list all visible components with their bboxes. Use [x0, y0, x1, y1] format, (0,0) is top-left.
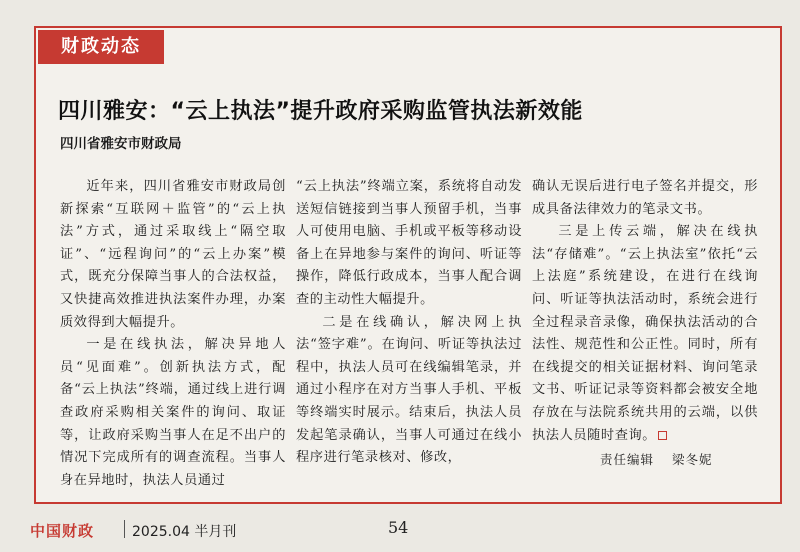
editor-label: 责任编辑: [600, 452, 655, 467]
paragraph: 近年来，四川省雅安市财政局创新探索“互联网＋监管”的“云上执法”方式，通过采取线上“隔空取证”、“远程询问”的“云上办案”模式，既充分保障当事人的合法权益，又快捷高效推进执法案件办理，办案质效得到大幅提升。: [60, 179, 286, 330]
paragraph-text: 三是上传云端，解决在线执法“存储难”。“云上执法室”依托“云上法庭”系统建设，在进行在线询问、听证等执法活动时，系统会进行全过程录音录像，确保执法活动的合法性、规范性和公正性。同时，所有在线提交的相关证据材料、询问笔录文书、听证记录等资料都会被安全地存放在与法院系统共用的云端，以供执法人员随时查询。: [532, 224, 758, 443]
magazine-brand: 中国财政: [30, 522, 95, 540]
paragraph: 确认无误后进行电子签名并提交，形成具备法律效力的笔录文书。: [532, 179, 758, 217]
page-number: 54: [388, 518, 409, 537]
article-headline: 四川雅安：“云上执法”提升政府采购监管执法新效能: [58, 99, 583, 124]
issue-info: 2025.04 半月刊: [132, 524, 237, 540]
footer-divider: [124, 520, 125, 538]
section-tag: 财政动态: [38, 30, 164, 64]
editor-credit: [600, 450, 731, 468]
paragraph: 二是在线确认，解决网上执法“签字难”。在询问、听证等执法过程中，执法人员可在线编辑笔录，并通过小程序在对方当事人手机、平板等终端实时展示。结束后，执法人员发起笔录确认，当事人可通过在线小程序进行笔录核对、修改，: [296, 314, 522, 466]
editor-name: 梁冬妮: [672, 452, 713, 467]
end-mark-icon: [658, 431, 667, 440]
bleed-through-area: [300, 32, 770, 92]
article-byline: 四川省雅安市财政局: [60, 136, 182, 152]
text-column-1: [60, 176, 286, 492]
paragraph: 一是在线执法，解决异地人员“见面难”。创新执法方式，配备“云上执法”终端，通过线上进行调查政府采购相关案件的询问、取证等，让政府采购当事人在足不出户的情况下完成所有的调查流程。当事人身在异地时，执法人员通过: [60, 337, 286, 488]
paragraph-last: [532, 221, 758, 447]
text-column-2: [296, 176, 522, 470]
text-column-3: [532, 176, 758, 447]
paragraph: “云上执法”终端立案，系统将自动发送短信链接到当事人预留手机，当事人可使用电脑、手机或平板等移动设备上在异地参与案件的询问、听证等操作，降低行政成本，当事人配合调查的主动性大幅提升。: [296, 179, 522, 307]
